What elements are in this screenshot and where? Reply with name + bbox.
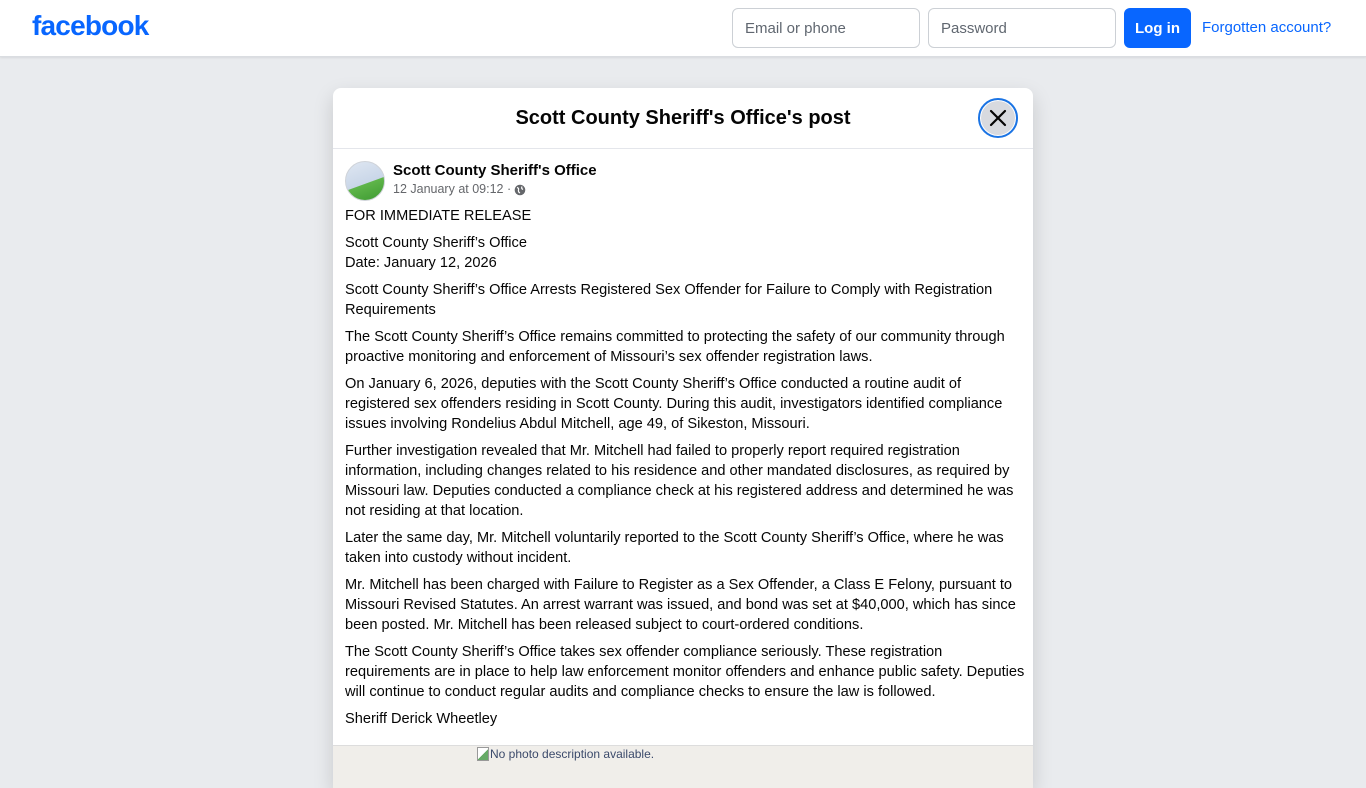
globe-icon [514, 184, 526, 196]
login-button[interactable]: Log in [1124, 8, 1191, 48]
author-name[interactable]: Scott County Sheriff's Office [393, 162, 597, 179]
post-paragraph: On January 6, 2026, deputies with the Scott County Sheriff’s Office conducted a routine audit of registered sex offenders residing in Scott County. During this audit, investigators identified compliance issues involving Rondelius Abdul Mitchell, age 49, of Sikeston, Missouri. [345, 376, 1003, 432]
broken-image-icon [477, 747, 489, 761]
facebook-logo[interactable]: facebook [32, 10, 149, 41]
avatar[interactable] [345, 161, 385, 201]
post-dialog [333, 88, 1033, 788]
post-paragraph: Further investigation revealed that Mr. Mitchell had failed to properly report required registration information, including changes related to his residence and other mandated disclosures, as required by Missouri law. Deputies conducted a compliance check at his registered address and determined he was not residing at that location. [345, 443, 1014, 519]
post-author [345, 161, 597, 201]
post-paragraph: Mr. Mitchell has been charged with Failure to Register as a Sex Offender, a Class E Felony, pursuant to Missouri Revised Statutes. An arrest warrant was issued, and bond was set at $40,000, which has since been posted. Mr. Mitchell has been released subject to court-ordered conditions. [345, 577, 1016, 633]
post-timestamp[interactable]: 12 January at 09:12 · [393, 182, 512, 196]
post-paragraph: Scott County Sheriff’s Office Date: January 12, 2026 [345, 235, 527, 271]
post-paragraph: The Scott County Sheriff’s Office takes sex offender compliance seriously. These registration requirements are in place to help law enforcement monitor offenders and enhance public safety. Deputies will continue to conduct regular audits and compliance checks to ensure the law is followed. [345, 644, 1025, 700]
close-button[interactable] [978, 98, 1018, 138]
post-paragraph: Scott County Sheriff’s Office Arrests Registered Sex Offender for Failure to Comply with Registration Requirements [345, 282, 993, 318]
post-paragraph: FOR IMMEDIATE RELEASE [345, 208, 532, 224]
post-paragraph: The Scott County Sheriff’s Office remains committed to protecting the safety of our community through proactive monitoring and enforcement of Missouri’s sex offender registration laws. [345, 329, 1005, 365]
post-paragraph: Later the same day, Mr. Mitchell voluntarily reported to the Scott County Sheriff’s Office, where he was taken into custody without incident. [345, 530, 1004, 566]
forgotten-account-link[interactable]: Forgotten account? [1202, 19, 1332, 36]
dialog-title: Scott County Sheriff's Office's post [333, 88, 1033, 149]
post-paragraph: Sheriff Derick Wheetley [345, 711, 498, 727]
photo-alt-text: No photo description available. [490, 747, 655, 761]
post-text [345, 206, 1025, 736]
password-input[interactable] [928, 8, 1116, 48]
post-photo[interactable] [333, 745, 1033, 788]
close-icon [989, 109, 1007, 127]
top-bar [0, 0, 1366, 57]
email-input[interactable] [732, 8, 920, 48]
